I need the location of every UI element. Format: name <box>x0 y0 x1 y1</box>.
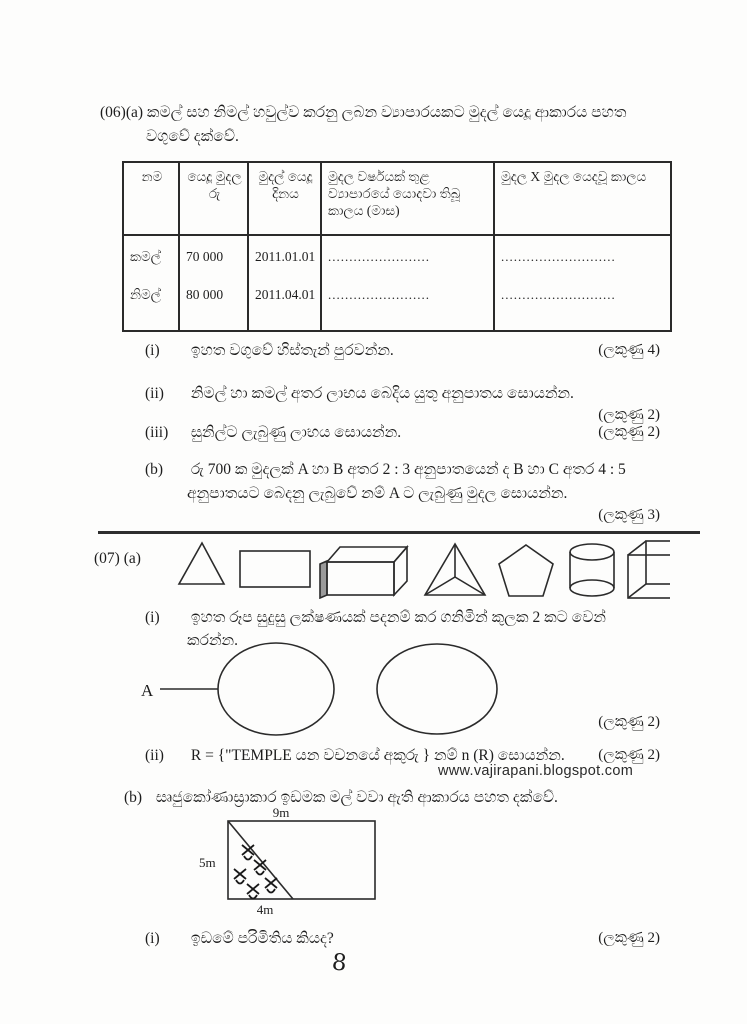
q6-part-iii: (iii) සුනිල්ට ලැබුණු ලාභය සොයන්න. <box>145 424 402 441</box>
triangle-icon <box>179 543 224 584</box>
q6-part-ii-num: (ii) <box>145 385 164 402</box>
header-product: මුදල X මුදල යෙදවූ කාලය <box>494 162 671 235</box>
col-dates <box>248 235 321 331</box>
flower-icon <box>247 884 259 899</box>
q7-part-i-marks: (ලකුණු 2) <box>598 714 660 730</box>
cylinder-icon <box>570 544 614 596</box>
flower-bed-diagonal <box>228 821 293 899</box>
q7-part-b-num: (b) <box>124 789 143 806</box>
header-amount: යෙදූ මුදල රු <box>179 162 248 235</box>
q7-part-i-line2: කරන්න. <box>187 632 238 649</box>
q6-part-b-marks: (ලකුණු 3) <box>598 507 660 523</box>
header-date: මුදල් යෙදූ දිනය <box>248 162 321 235</box>
header-name: නම <box>123 162 179 235</box>
cell-name-2: නිමල් <box>130 287 161 302</box>
col-names <box>123 235 179 331</box>
set-ellipse-2 <box>377 644 497 734</box>
q7-part-b-i-marks: (ලකුණු 2) <box>598 930 660 946</box>
wireframe-cube-icon <box>628 541 670 598</box>
cell-date-1: 2011.01.01 <box>255 249 316 264</box>
col-durations <box>321 235 494 331</box>
q6-intro-line1: (06)(a) කමල් සහ නිමල් හවුල්ව කරනු ලබන ව්‍යාපාරයකට මුදල් යෙදූ ආකාරය පහත <box>100 104 627 121</box>
cell-product-blank-1: ........................... <box>501 249 616 264</box>
section-divider <box>98 531 700 534</box>
page-number: 8 <box>330 949 348 977</box>
q7-part-ii: (ii) R = {"TEMPLE යන වචනයේ අකුරු } නම් n (R) සොයන්න. <box>145 747 565 764</box>
watermark-url: www.vajirapani.blogspot.com <box>438 763 634 779</box>
diagram-bottom-length-label: 4m <box>256 902 274 917</box>
q7-part-b-i-num: (i) <box>145 930 160 947</box>
q7-part-ii-num: (ii) <box>145 747 164 764</box>
header-duration: මුදල වර්ෂයක් තුළ ව්‍යාපාරයේ යොදවා තිබූ කාලය (මාස) <box>321 162 494 235</box>
cell-date-2: 2011.04.01 <box>255 287 316 302</box>
q6-label: (06)(a) <box>100 104 144 121</box>
q7-label: (07) (a) <box>94 550 141 567</box>
flower-icon <box>254 860 266 875</box>
q7-part-i-line1: (i) ඉහත රූප සුදුසු ලක්ෂණයක් පදනම් කර ගනිමින් කුලක 2 කට වෙන් <box>145 609 606 626</box>
flower-icon <box>242 845 254 860</box>
q6-part-ii: (ii) නිමල් හා කමල් අතර ලාභය බෙදිය යුතු අනුපාතය සොයන්න. <box>145 385 574 402</box>
rectangle-icon <box>240 551 310 587</box>
pentagon-icon <box>499 545 553 596</box>
q6-part-iii-num: (iii) <box>145 424 169 441</box>
cell-duration-blank-2: ........................ <box>328 287 430 302</box>
q7-part-b-intro: (b) සෘජුකෝණාස්‍රාකාර ඉඩමක මල් වවා ඇති ආකාරය පහත දක්වේ. <box>124 789 558 806</box>
cell-amount-2: 80 000 <box>186 287 224 302</box>
col-amounts <box>179 235 248 331</box>
q6-part-i-num: (i) <box>145 342 160 359</box>
cell-duration-blank-1: ........................ <box>328 249 430 264</box>
cell-name-1: කමල් <box>130 249 161 264</box>
investment-table <box>122 161 672 332</box>
q6-part-b-line1: (b) රු 700 ක මුදලක් A හා B අතර 2 : 3 අනුපාතයෙන් ද B හා C අතර 4 : 5 <box>145 461 626 478</box>
q7-part-i-num: (i) <box>145 609 160 626</box>
q6-part-b-num: (b) <box>145 461 164 478</box>
diagram-top-length-label: 9m <box>272 805 290 820</box>
q7-part-b-i: (i) ඉඩමේ පරිමිතිය කියද? <box>145 930 334 947</box>
q6-part-iii-marks: (ලකුණු 2) <box>598 424 660 440</box>
col-products <box>494 235 671 331</box>
cell-product-blank-2: ........................... <box>501 287 616 302</box>
venn-diagram <box>130 641 550 741</box>
cuboid-icon <box>320 547 407 598</box>
flower-icon <box>265 878 277 893</box>
shapes-row <box>172 537 670 599</box>
flower-land-diagram <box>195 805 405 917</box>
cell-amount-1: 70 000 <box>186 249 224 264</box>
tetrahedron-icon <box>425 544 485 595</box>
q6-part-ii-marks: (ලකුණු 2) <box>598 407 660 423</box>
set-ellipse-1 <box>218 643 334 735</box>
flower-icon <box>234 869 246 884</box>
q6-part-i: (i) ඉහත වගුවේ හිස්තැන් පුරවන්න. <box>145 342 394 359</box>
q6-intro-line2: වගුවේ දක්වේ. <box>146 128 239 145</box>
table-header-row <box>123 162 671 235</box>
diagram-left-length-label: 5m <box>199 855 216 870</box>
q7-part-ii-marks: (ලකුණු 2) <box>598 747 660 763</box>
q6-part-i-marks: (ලකුණු 4) <box>598 342 660 358</box>
q6-part-b-line2: අනුපාතයට බෙදනු ලැබුවේ නම් A ට ලැබුණු මුදල සොයන්න. <box>187 485 568 502</box>
table-body-row <box>123 235 671 331</box>
set-a-label: A <box>141 681 154 700</box>
